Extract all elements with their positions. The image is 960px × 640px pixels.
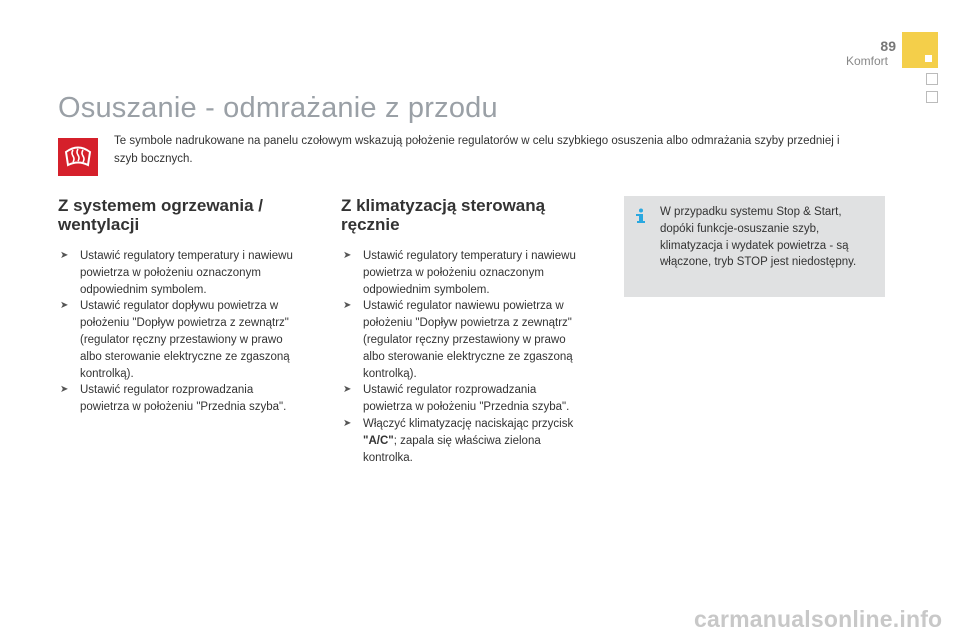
info-note-box — [624, 196, 885, 297]
watermark: carmanualsonline.info — [694, 606, 943, 632]
bullet-arrow-icon: ➤ — [60, 250, 69, 261]
step-item: ➤ Ustawić regulatory temperatury i nawiewu powietrza w położeniu oznaczonym odpowiednim symbolem. — [343, 250, 576, 296]
info-text: W przypadku systemu Stop & Start, dopóki funkcje-osuszanie szyb, klimatyzacja i wydatek powietrza - są włączone, tryb STOP jest niedostępny. — [660, 206, 857, 269]
section-heading: Z systemem ogrzewania / wentylacji — [58, 196, 264, 234]
intro-text: Te symbole nadrukowane na panelu czołowym wskazują położenie regulatorów w celu szybkiego osuszenia albo odmrażania szyby przedniej i szyb bocznych. — [114, 135, 840, 165]
windscreen-defrost-icon — [58, 138, 98, 176]
bullet-arrow-icon: ➤ — [343, 384, 352, 396]
manual-ac-section — [341, 196, 599, 466]
step-item: ➤ Ustawić regulator rozprowadzania powietrza w położeniu "Przednia szyba". — [343, 384, 570, 414]
step-item: ➤ Ustawić regulator dopływu powietrza w położeniu "Dopływ powietrza z zewnątrz" (regulator ręczny przestawiony w prawo albo sterowanie elektryczne ze zgaszoną kontrolką). — [60, 300, 290, 380]
info-icon — [634, 208, 648, 224]
ac-button-label: "A/C" — [363, 434, 394, 447]
page-number: 89 — [880, 38, 896, 54]
chapter-tab-active[interactable] — [902, 32, 938, 68]
section-name: Komfort — [846, 54, 889, 68]
bullet-arrow-icon: ➤ — [343, 250, 352, 261]
tab-marker — [925, 55, 932, 62]
step-item: ➤ Ustawić regulator nawiewu powietrza w położeniu "Dopływ powietrza z zewnątrz" (regulator ręczny przestawiony w prawo albo sterowanie elektryczne ze zgaszoną kontrolką). — [343, 300, 573, 380]
step-item: ➤ Ustawić regulator rozprowadzania powietrza w położeniu "Przednia szyba". — [60, 384, 287, 414]
step-item: ➤ Włączyć klimatyzację naciskając przycisk "A/C"; zapala się właściwa zielona kontrolka. — [343, 417, 574, 464]
section-heading: Z klimatyzacją sterowaną ręcznie — [341, 196, 546, 234]
page-title: Osuszanie - odmrażanie z przodu — [58, 92, 498, 124]
bullet-arrow-icon: ➤ — [343, 417, 352, 429]
bullet-arrow-icon: ➤ — [60, 384, 69, 396]
chapter-tab[interactable] — [926, 73, 938, 85]
heating-ventilation-section — [58, 196, 316, 416]
bullet-arrow-icon: ➤ — [60, 300, 69, 312]
chapter-tab[interactable] — [926, 91, 938, 103]
bullet-arrow-icon: ➤ — [343, 300, 352, 312]
step-item: ➤ Ustawić regulatory temperatury i nawiewu powietrza w położeniu oznaczonym odpowiednim symbolem. — [60, 250, 293, 296]
